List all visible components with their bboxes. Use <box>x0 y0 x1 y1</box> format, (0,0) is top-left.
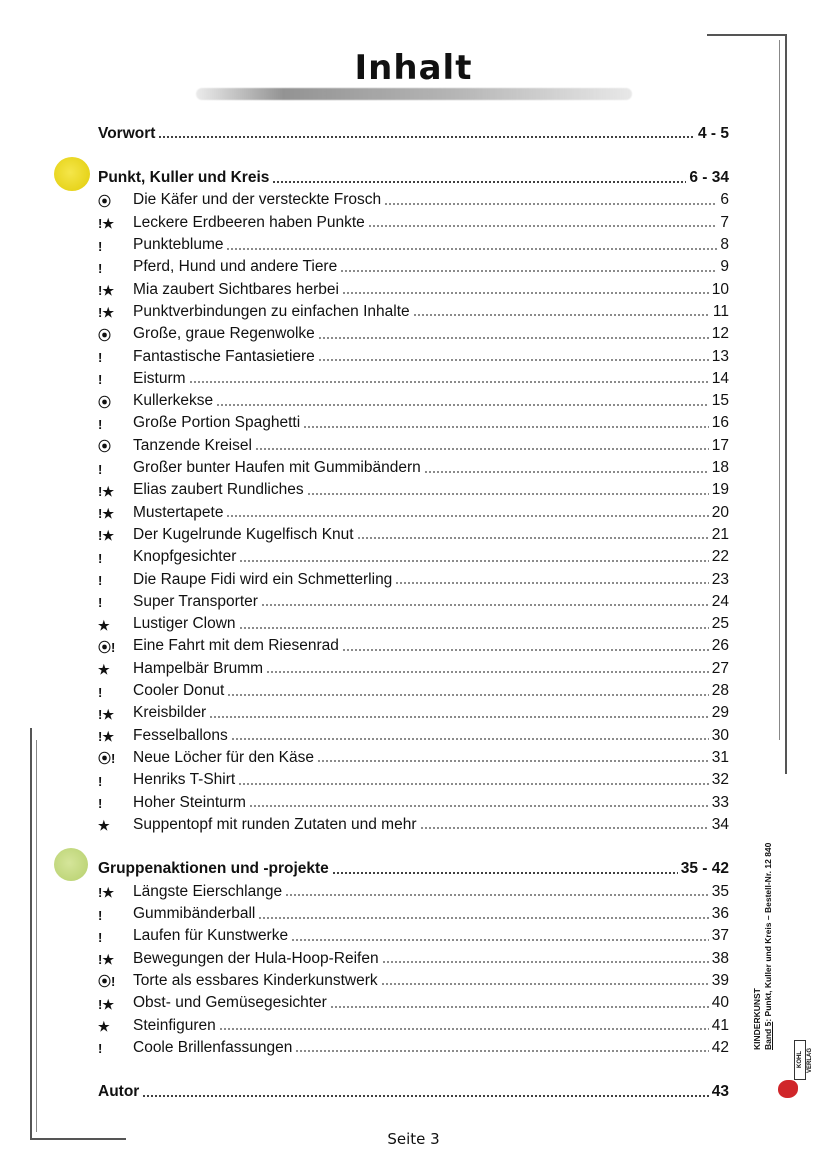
toc-section-heading <box>98 855 729 877</box>
toc-entry-page: 40 <box>711 994 729 1012</box>
toc-leader-dots <box>266 671 709 673</box>
toc-section-heading <box>98 1078 729 1100</box>
title-brush-stroke <box>196 88 632 100</box>
toc-entry-title: Mia zaubert Sichtbares herbei <box>133 280 339 298</box>
toc-entry-page: 8 <box>720 236 729 253</box>
toc-entry-title: Obst- und Gemüsegesichter <box>133 994 327 1012</box>
toc-section-heading <box>98 119 729 141</box>
toc-leader-dots <box>357 537 709 539</box>
toc-section-heading <box>98 164 729 186</box>
toc-entry-title: Längste Eierschlange <box>133 882 283 900</box>
toc-entry-page: 38 <box>711 949 729 967</box>
toc-entry <box>98 543 729 565</box>
toc-leader-dots <box>219 1028 709 1030</box>
toc-entry-symbol: ! <box>98 796 103 811</box>
toc-entry-page: 21 <box>711 525 729 543</box>
toc-leader-dots <box>239 627 709 629</box>
toc-leader-dots <box>332 872 678 874</box>
toc-entry-title: Eisturm <box>133 369 186 387</box>
toc-entry-page: 34 <box>711 815 729 833</box>
toc-entry-page: 39 <box>711 971 729 989</box>
toc-entry-symbol: ⦿! <box>98 751 116 767</box>
toc-entry-page: 11 <box>712 302 729 320</box>
toc-entry <box>98 900 729 922</box>
toc-entry-title: Pferd, Hund und andere Tiere <box>133 258 338 276</box>
toc-entry-page: 12 <box>711 325 729 343</box>
toc-entry-page: 29 <box>711 704 729 722</box>
toc-entry-page: 9 <box>720 258 729 276</box>
toc-entry-title: Gruppenaktionen und -projekte <box>98 860 329 878</box>
toc-entry-symbol: ! <box>98 684 103 700</box>
toc-entry <box>98 364 729 386</box>
toc-entry-title: Gummibänderball <box>133 905 256 922</box>
yellow-dot-icon <box>54 157 90 191</box>
toc-entry-symbol: ★ <box>98 1019 110 1034</box>
page-title: Inhalt <box>354 48 473 88</box>
toc-entry-symbol: ! <box>98 350 103 365</box>
toc-entry-symbol: ! <box>98 260 103 276</box>
toc-entry-symbol: ! <box>98 372 103 388</box>
side-band <box>763 843 774 1050</box>
toc-leader-dots <box>216 404 709 406</box>
toc-leader-dots <box>303 426 709 428</box>
toc-leader-dots <box>249 805 709 807</box>
toc-leader-dots <box>142 1095 708 1097</box>
toc-leader-dots <box>226 515 708 517</box>
toc-entry-symbol: !★ <box>98 216 114 232</box>
green-dot-icon <box>54 848 88 881</box>
toc-entry <box>98 944 729 966</box>
toc-entry <box>98 297 729 319</box>
toc-entry <box>98 186 729 208</box>
toc-entry-title: Super Transporter <box>133 592 258 610</box>
toc-entry-page: 16 <box>711 414 729 432</box>
toc-entry-symbol: !★ <box>98 283 114 299</box>
toc-entry-page: 6 <box>720 191 729 209</box>
toc-leader-dots <box>381 983 709 985</box>
toc-leader-dots <box>258 917 708 919</box>
frame-top-right-h <box>707 34 787 36</box>
toc-leader-dots <box>227 694 708 696</box>
frame-bottom-left-v2 <box>36 740 37 1132</box>
toc-leader-dots <box>424 471 709 473</box>
toc-leader-dots <box>318 337 709 339</box>
toc-entry <box>98 498 729 520</box>
toc-entry-title: Fesselballons <box>133 726 228 744</box>
toc-entry-title: Autor <box>98 1083 140 1101</box>
toc-leader-dots <box>209 716 709 718</box>
toc-entry-title: Hoher Steinturm <box>133 793 246 811</box>
frame-top-right-v <box>785 34 787 774</box>
toc-entry <box>98 699 729 721</box>
toc-leader-dots <box>239 560 708 562</box>
toc-leader-dots <box>384 203 717 205</box>
toc-entry-title: Cooler Donut <box>133 682 225 699</box>
publisher-logo-text: KOHL VERLAG <box>794 1040 806 1080</box>
toc-entry-title: Coole Brillenfassungen <box>133 1038 293 1056</box>
toc-leader-dots <box>285 894 709 896</box>
toc-leader-dots <box>395 582 708 584</box>
toc-entry-page: 20 <box>711 503 729 521</box>
toc-entry-symbol: !★ <box>98 706 114 722</box>
toc-entry <box>98 1033 729 1055</box>
toc-entry-symbol: ! <box>98 573 103 588</box>
toc-entry-symbol: !★ <box>98 528 114 544</box>
side-band-rest: : Punkt, Kuller und Kreis – Bestell-Nr. 12 840 <box>762 842 773 1022</box>
toc-entry-symbol: ★ <box>98 617 110 633</box>
toc-entry-title: Tanzende Kreisel <box>133 436 252 454</box>
toc-entry-symbol: !★ <box>98 996 114 1012</box>
toc-entry <box>98 766 729 788</box>
toc-entry-symbol: ⦿ <box>98 439 112 455</box>
toc-entry <box>98 231 729 253</box>
toc-entry-title: Hampelbär Brumm <box>133 659 264 677</box>
toc-entry-symbol: !★ <box>98 483 114 499</box>
toc-entry <box>98 922 729 944</box>
toc-entry-title: Kullerkekse <box>133 392 214 410</box>
toc-entry-title: Der Kugelrunde Kugelfisch Knut <box>133 525 354 543</box>
toc-entry-symbol: !★ <box>98 885 114 901</box>
toc-entry-symbol: ! <box>98 238 103 254</box>
toc-leader-dots <box>420 827 709 829</box>
toc-entry-title: Elias zaubert Rundliches <box>133 481 304 499</box>
toc-entry-title: Großer bunter Haufen mit Gummibändern <box>133 459 421 476</box>
toc-entry-page: 24 <box>711 592 729 610</box>
toc-entry-page: 28 <box>711 682 729 699</box>
side-imprint <box>752 843 773 1050</box>
publisher-logo-icon <box>778 1080 798 1098</box>
toc-entry <box>98 743 729 765</box>
toc-entry-page: 7 <box>720 213 729 231</box>
toc-leader-dots <box>261 604 709 606</box>
toc-entry <box>98 431 729 453</box>
toc-entry-page: 19 <box>711 481 729 499</box>
toc-entry-symbol: ⦿! <box>98 639 116 655</box>
toc-entry-page: 33 <box>711 793 729 811</box>
toc-leader-dots <box>231 738 709 740</box>
toc-entry <box>98 788 729 810</box>
toc-leader-dots <box>342 649 709 651</box>
toc-entry <box>98 966 729 988</box>
toc-entry-symbol: !★ <box>98 305 114 321</box>
toc-entry-title: Leckere Erdbeeren haben Punkte <box>133 213 365 231</box>
toc-entry <box>98 610 729 632</box>
toc-leader-dots <box>272 181 686 183</box>
toc-entry <box>98 253 729 275</box>
toc-entry-title: Punkt, Kuller und Kreis <box>98 169 270 187</box>
toc-entry-title: Vorwort <box>98 124 156 142</box>
toc-leader-dots <box>226 248 717 250</box>
toc-entry-page: 31 <box>711 748 729 766</box>
toc-entry <box>98 721 729 743</box>
toc-entry-title: Henriks T-Shirt <box>133 771 236 789</box>
toc-entry-page: 35 <box>711 882 729 900</box>
toc-leader-dots <box>318 359 709 361</box>
toc-entry-page: 36 <box>711 905 729 922</box>
toc-entry-symbol: !★ <box>98 506 114 522</box>
toc-entry-title: Mustertapete <box>133 503 224 521</box>
toc-entry-title: Bewegungen der Hula-Hoop-Reifen <box>133 949 379 967</box>
toc-entry-symbol: ! <box>98 1041 103 1057</box>
toc-entry-page: 32 <box>711 771 729 789</box>
toc-entry <box>98 409 729 431</box>
toc-leader-dots <box>368 225 718 227</box>
toc-entry-title: Punktverbindungen zu einfachen Inhalte <box>133 302 410 320</box>
toc-leader-dots <box>317 760 709 762</box>
toc-leader-dots <box>330 1006 709 1008</box>
toc-entry-title: Punkteblume <box>133 236 224 253</box>
toc-entry-symbol: ! <box>98 550 103 566</box>
toc-leader-dots <box>382 961 709 963</box>
toc-leader-dots <box>413 314 710 316</box>
toc-entry-page: 18 <box>711 459 729 476</box>
page-number: Seite 3 <box>387 1130 440 1148</box>
side-band-label: Band 5 <box>762 1021 773 1050</box>
toc-entry <box>98 387 729 409</box>
toc-entry <box>98 654 729 676</box>
toc-leader-dots <box>342 292 709 294</box>
toc-leader-dots <box>307 493 709 495</box>
toc-entry-page: 41 <box>711 1016 729 1034</box>
toc-entry-title: Die Käfer und der versteckte Frosch <box>133 191 382 209</box>
toc-entry-symbol: ⦿ <box>98 193 112 209</box>
toc-leader-dots <box>295 1050 708 1052</box>
toc-entry-page: 43 <box>711 1083 729 1101</box>
toc-entry-symbol: ★ <box>98 818 110 834</box>
toc-entry-title: Knopfgesichter <box>133 548 237 566</box>
toc-entry-page: 17 <box>711 436 729 454</box>
toc-entry-page: 37 <box>711 927 729 945</box>
toc-entry <box>98 565 729 587</box>
toc-entry <box>98 1011 729 1033</box>
toc-entry <box>98 476 729 498</box>
toc-entry-page: 42 <box>711 1038 729 1056</box>
toc-entry-symbol: ! <box>98 595 103 611</box>
toc-entry-title: Fantastische Fantasietiere <box>133 347 315 365</box>
toc-entry-page: 13 <box>711 347 729 365</box>
toc-entry <box>98 275 729 297</box>
toc-entry-symbol: !★ <box>98 952 114 968</box>
toc-entry-page: 4 - 5 <box>697 124 729 142</box>
toc-entry-page: 27 <box>711 659 729 677</box>
side-series: KINDERKUNST <box>752 988 762 1050</box>
toc-entry-page: 35 - 42 <box>680 860 729 878</box>
toc-entry <box>98 989 729 1011</box>
toc-leader-dots <box>340 270 717 272</box>
toc-entry-page: 25 <box>711 615 729 633</box>
toc-entry-title: Die Raupe Fidi wird ein Schmetterling <box>133 570 393 588</box>
toc-entry-symbol: ! <box>98 416 103 432</box>
toc-entry-title: Steinfiguren <box>133 1016 216 1034</box>
toc-entry-page: 10 <box>711 280 729 298</box>
toc-entry-title: Torte als essbares Kinderkunstwerk <box>133 971 378 989</box>
toc-entry <box>98 677 729 699</box>
toc-entry <box>98 520 729 542</box>
toc-entry-title: Laufen für Kunstwerke <box>133 927 289 945</box>
toc-entry <box>98 632 729 654</box>
toc-entry-page: 30 <box>711 726 729 744</box>
frame-top-right-v2 <box>779 40 780 740</box>
toc-entry-symbol: ! <box>98 929 103 945</box>
toc-entry-title: Neue Löcher für den Käse <box>133 748 314 766</box>
toc-entry-page: 14 <box>711 369 729 387</box>
toc-entry-title: Lustiger Clown <box>133 615 236 633</box>
toc-entry-title: Suppentopf mit runden Zutaten und mehr <box>133 815 417 833</box>
toc-entry <box>98 810 729 832</box>
toc-entry-page: 26 <box>711 637 729 655</box>
toc-leader-dots <box>158 136 695 138</box>
toc-entry-symbol: ! <box>98 461 103 477</box>
toc-leader-dots <box>291 939 709 941</box>
toc-entry <box>98 342 729 364</box>
toc-leader-dots <box>238 783 709 785</box>
toc-entry <box>98 587 729 609</box>
toc-entry-symbol: ★ <box>98 662 110 678</box>
toc-entry-symbol: ⦿ <box>98 327 112 343</box>
frame-bottom-left-v <box>30 728 32 1140</box>
toc-leader-dots <box>255 448 709 450</box>
toc-entry-symbol: ! <box>98 773 103 789</box>
toc-entry-symbol: !★ <box>98 729 114 745</box>
toc-entry-title: Große Portion Spaghetti <box>133 414 301 432</box>
toc-entry-page: 6 - 34 <box>689 169 729 187</box>
toc-leader-dots <box>189 381 709 383</box>
toc-entry-page: 23 <box>711 570 729 588</box>
toc-entry <box>98 877 729 899</box>
toc-entry-symbol: ⦿! <box>98 974 116 990</box>
toc-entry-symbol: ! <box>98 907 103 923</box>
toc-entry-page: 22 <box>711 548 729 566</box>
toc-entry <box>98 208 729 230</box>
toc-entry-symbol: ⦿ <box>98 394 112 410</box>
toc-entry-title: Kreisbilder <box>133 704 207 722</box>
toc-entry-title: Große, graue Regenwolke <box>133 325 315 343</box>
toc-entry-page: 15 <box>711 392 729 410</box>
toc-entry-title: Eine Fahrt mit dem Riesenrad <box>133 637 339 655</box>
toc-entry <box>98 454 729 476</box>
toc-entry <box>98 320 729 342</box>
